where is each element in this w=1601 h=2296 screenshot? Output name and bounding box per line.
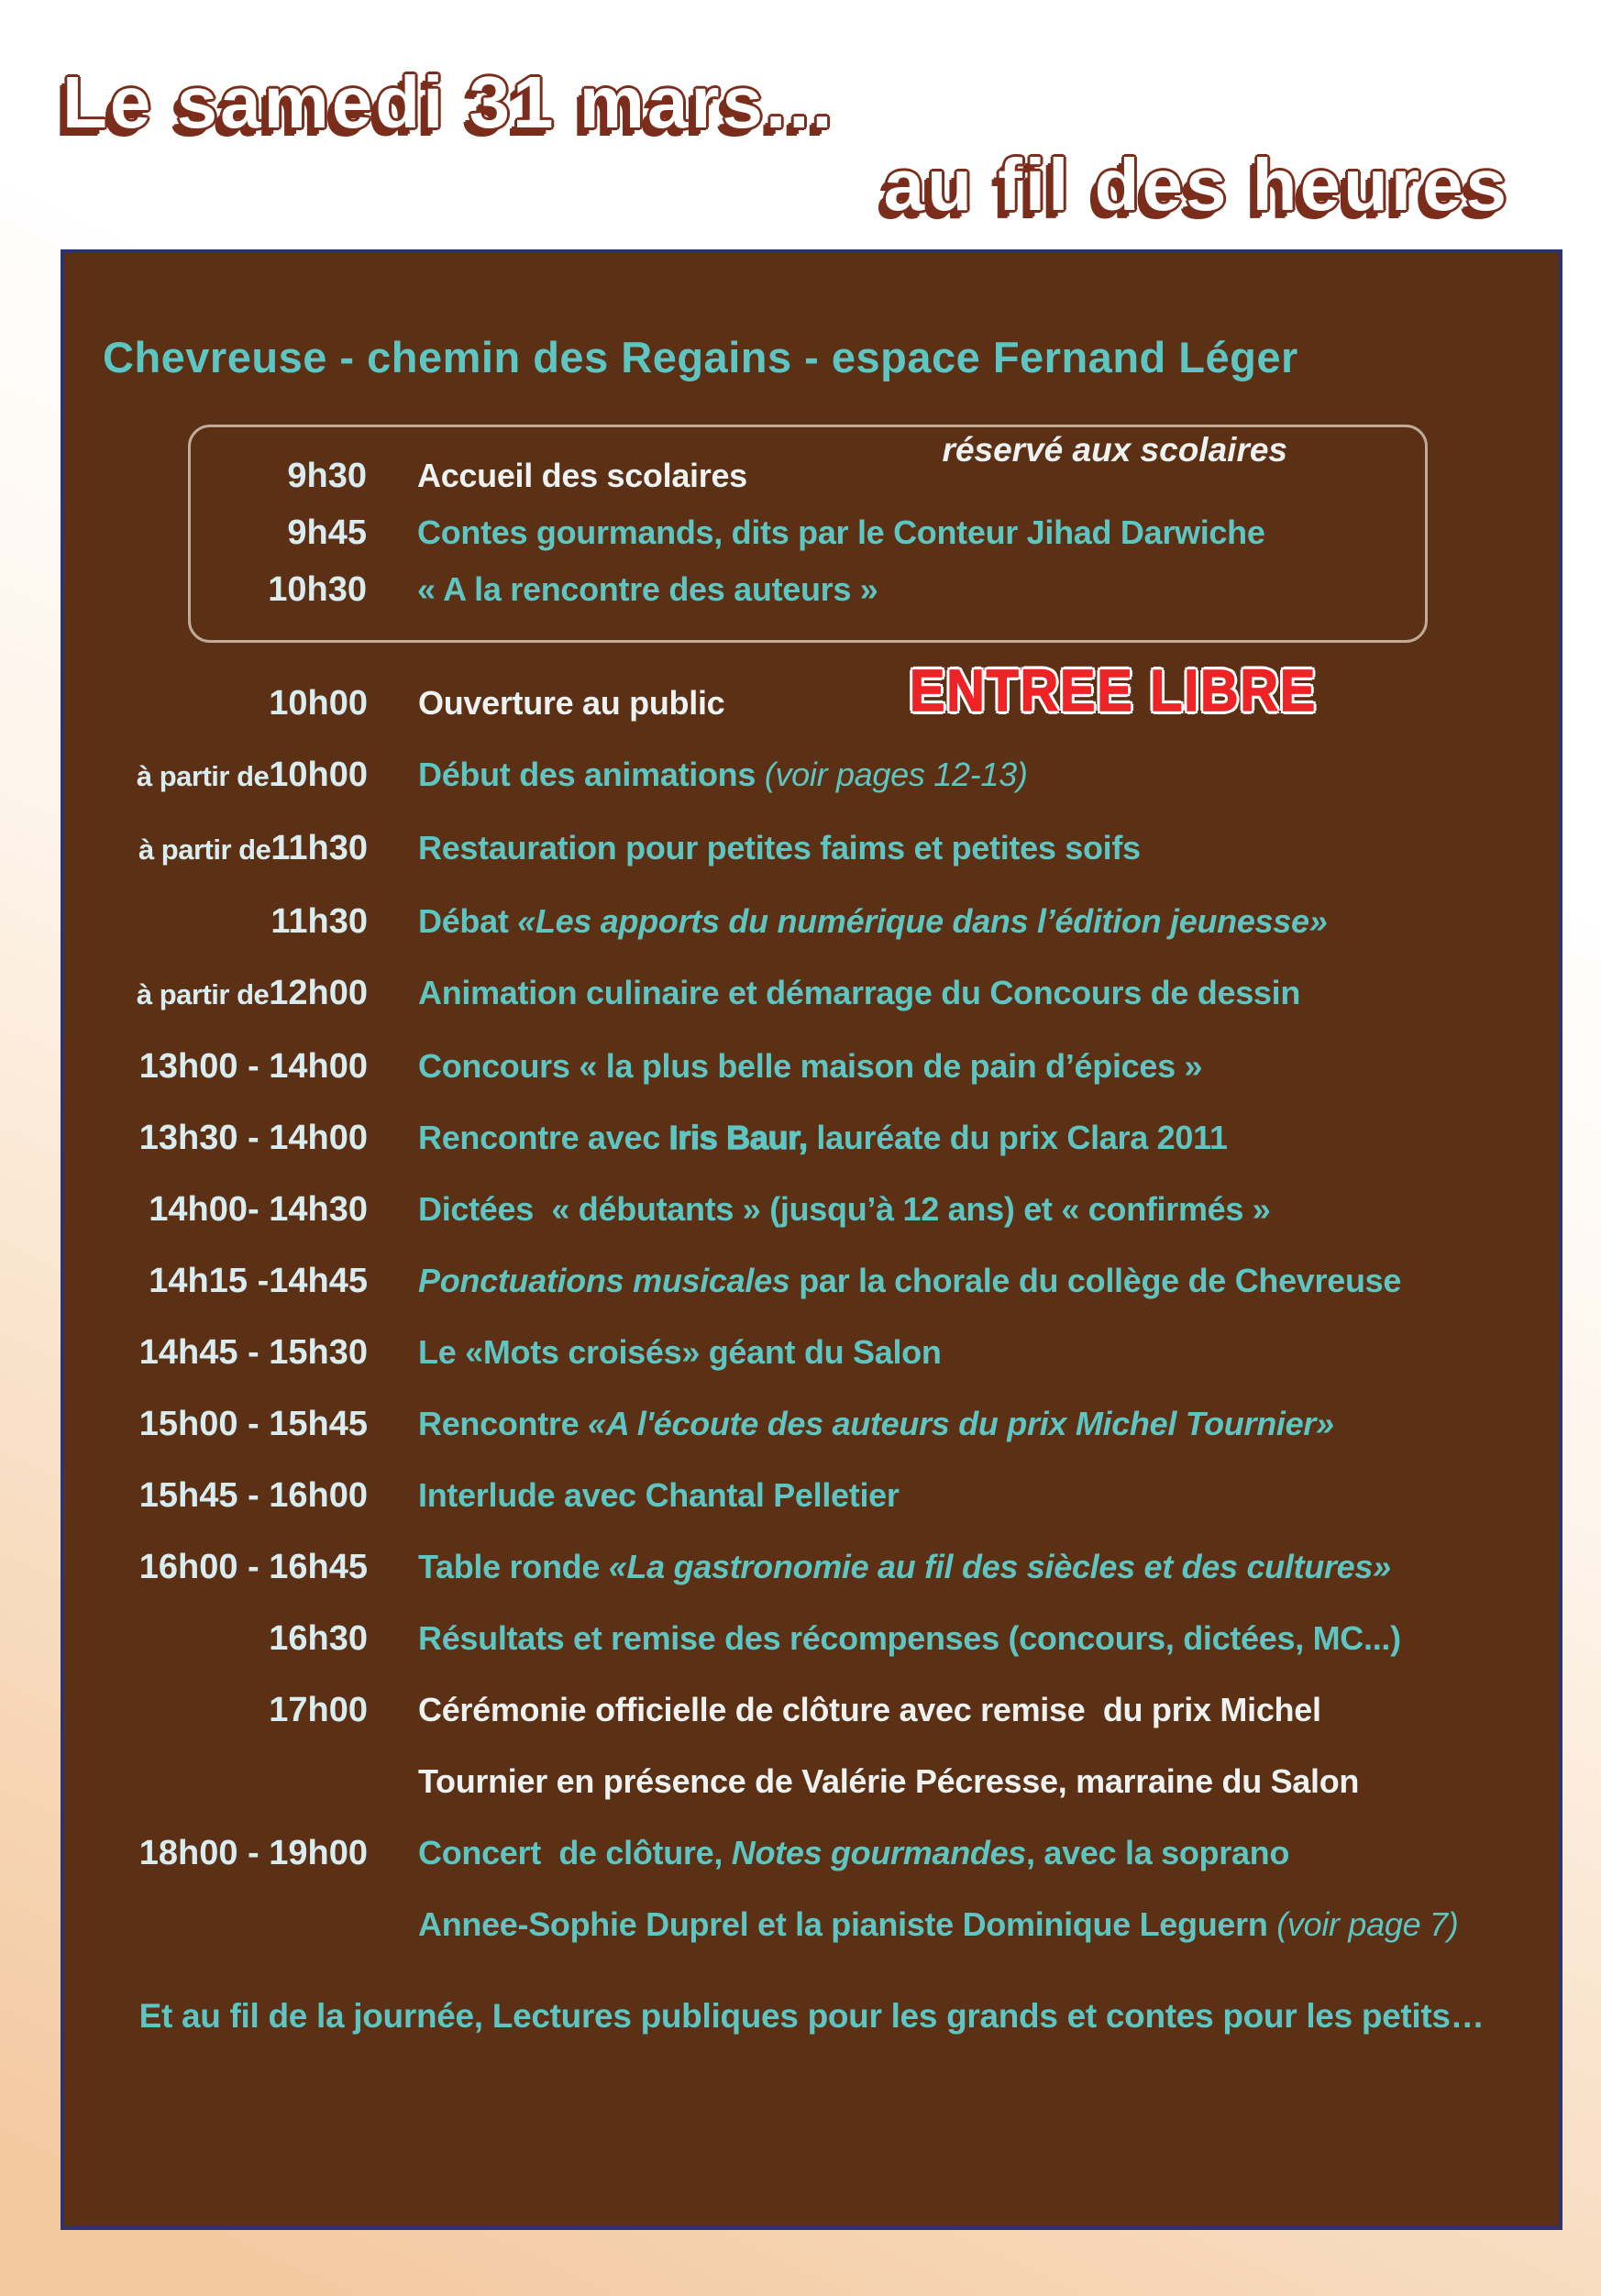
schedule-row xyxy=(64,1817,1555,1960)
description-segment: Interlude avec Chantal Pelletier xyxy=(418,1476,900,1514)
page-title-line2: au fil des heures xyxy=(883,144,1509,226)
description-segment: Restauration pour petites faims et petites soifs xyxy=(418,829,1141,867)
row-description xyxy=(418,1674,1555,1817)
row-time xyxy=(64,668,368,739)
schedule-row xyxy=(64,1102,1555,1174)
time-value: 15h45 - 16h00 xyxy=(138,1476,368,1515)
row-description xyxy=(418,1388,1555,1460)
time-value: 14h45 - 15h30 xyxy=(138,1333,368,1372)
schedule-row xyxy=(64,1174,1555,1245)
description-segment: par la chorale du collège de Chevreuse xyxy=(789,1262,1402,1299)
description-segment: Ouverture au public xyxy=(418,684,725,722)
description-segment: Table ronde xyxy=(418,1548,609,1585)
row-time xyxy=(64,1531,368,1603)
schedule-row xyxy=(64,668,1555,739)
description-segment: Dictées « débutants » (jusqu’à 12 ans) et « confirmés » xyxy=(418,1190,1271,1228)
row-time xyxy=(191,447,367,504)
row-description xyxy=(418,739,1555,811)
schedule-row xyxy=(191,504,1425,561)
row-description xyxy=(418,1603,1555,1674)
row-time xyxy=(64,1817,368,1889)
description-segment: Le «Mots croisés» géant du Salon xyxy=(418,1333,942,1371)
schedule-row xyxy=(191,447,1425,504)
time-prefix: à partir de xyxy=(138,833,271,866)
description-segment: Rencontre avec xyxy=(418,1119,669,1156)
schedule-row xyxy=(64,1460,1555,1531)
row-description xyxy=(417,504,1425,561)
schedule-row xyxy=(64,739,1555,812)
description-segment: « A la rencontre des auteurs » xyxy=(417,570,878,608)
description-segment: Débat xyxy=(418,902,518,940)
time-value: 13h00 - 14h00 xyxy=(138,1047,368,1086)
row-description xyxy=(418,1531,1555,1603)
schedule-row xyxy=(64,1603,1555,1674)
row-description xyxy=(418,957,1555,1029)
row-description xyxy=(417,561,1425,618)
description-segment: Concours « la plus belle maison de pain d’épices » xyxy=(418,1047,1203,1085)
description-segment: (voir pages 12-13) xyxy=(764,756,1028,793)
description-segment: Cérémonie officielle de clôture avec remise du prix Michel xyxy=(418,1691,1321,1728)
row-description xyxy=(418,812,1555,884)
row-time xyxy=(64,812,368,886)
row-time xyxy=(64,957,368,1031)
schedule-row xyxy=(64,1317,1555,1388)
footer-note: Et au fil de la journée, Lectures publiques pour les grands et contes pour les petits… xyxy=(138,1997,1485,2035)
time-value: 16h00 - 16h45 xyxy=(138,1548,368,1586)
description-segment: Rencontre xyxy=(418,1405,589,1442)
description-segment: Début des animations xyxy=(418,756,765,793)
row-time xyxy=(64,1317,368,1388)
row-time xyxy=(64,1388,368,1460)
scolaires-note: réservé aux scolaires xyxy=(942,431,1287,469)
time-value: 13h30 - 14h00 xyxy=(138,1119,368,1157)
time-value: 10h30 xyxy=(268,570,367,609)
description-segment: «A l'écoute des auteurs du prix Michel Tournier» xyxy=(588,1405,1334,1442)
time-value: 9h30 xyxy=(287,457,367,495)
description-segment: , avec la soprano xyxy=(1026,1834,1290,1871)
time-value: 14h00- 14h30 xyxy=(149,1190,368,1229)
row-description xyxy=(418,1460,1555,1531)
time-value: 12h00 xyxy=(269,974,368,1012)
time-value: 15h00 - 15h45 xyxy=(138,1405,368,1443)
row-time xyxy=(64,1674,368,1746)
row-time xyxy=(191,504,367,561)
row-description xyxy=(417,447,1425,504)
time-value: 14h15 -14h45 xyxy=(149,1262,368,1300)
time-value: 17h00 xyxy=(269,1691,368,1729)
description-segment: Concert de clôture, xyxy=(418,1834,732,1871)
time-value: 9h45 xyxy=(287,513,367,552)
description-segment: Annee-Sophie Duprel et la pianiste Dominique Leguern xyxy=(418,1905,1277,1943)
schedule-row xyxy=(64,957,1555,1031)
description-segment: Résultats et remise des récompenses (concours, dictées, MC...) xyxy=(418,1619,1401,1657)
description-segment: Animation culinaire et démarrage du Concours de dessin xyxy=(418,974,1301,1011)
description-segment: (voir page 7) xyxy=(1276,1905,1459,1943)
time-value: 16h30 xyxy=(269,1619,368,1658)
page-title-line1: Le samedi 31 mars... xyxy=(62,61,835,143)
time-value: 10h00 xyxy=(269,684,368,723)
row-description xyxy=(418,1031,1555,1102)
row-description xyxy=(418,1102,1555,1174)
row-time xyxy=(64,739,368,812)
time-value: 18h00 - 19h00 xyxy=(138,1834,368,1872)
row-description xyxy=(418,1817,1555,1960)
time-prefix: à partir de xyxy=(136,978,270,1010)
schedule-row xyxy=(64,886,1555,957)
entree-libre-badge: ENTREE LIBRE xyxy=(910,657,1318,723)
schedule-row xyxy=(191,561,1425,618)
row-description xyxy=(418,1174,1555,1245)
row-time xyxy=(64,1603,368,1674)
time-value: 11h30 xyxy=(271,902,368,941)
description-segment: Notes gourmandes xyxy=(731,1834,1027,1871)
row-description xyxy=(418,668,1555,739)
row-time xyxy=(64,1102,368,1174)
row-time xyxy=(64,1031,368,1102)
scolaires-rows xyxy=(191,447,1425,618)
schedule-row xyxy=(64,1388,1555,1460)
schedule-row xyxy=(64,1031,1555,1102)
schedule-row xyxy=(64,1674,1555,1817)
row-time xyxy=(64,1460,368,1531)
schedule-row xyxy=(64,1531,1555,1603)
description-segment: Iris Baur, xyxy=(668,1119,808,1156)
row-description xyxy=(418,1245,1555,1317)
row-description xyxy=(418,1317,1555,1388)
schedule-row xyxy=(64,812,1555,886)
row-description xyxy=(418,886,1555,957)
description-segment: «Les apports du numérique dans l’édition jeunesse» xyxy=(517,902,1328,940)
schedule-row xyxy=(64,1245,1555,1317)
schedule xyxy=(64,668,1555,1960)
description-segment: Contes gourmands, dits par le Conteur Jihad Darwiche xyxy=(417,513,1265,551)
row-time xyxy=(64,1245,368,1317)
time-value: 11h30 xyxy=(271,829,368,867)
description-segment: Tournier en présence de Valérie Pécresse, marraine du Salon xyxy=(418,1762,1360,1800)
venue-heading: Chevreuse - chemin des Regains - espace Fernand Léger xyxy=(103,333,1298,381)
time-prefix: à partir de xyxy=(136,760,270,792)
row-time xyxy=(64,886,368,957)
row-time xyxy=(191,561,367,618)
program-panel xyxy=(61,249,1562,2230)
description-segment: «La gastronomie au fil des siècles et des cultures» xyxy=(608,1548,1391,1585)
scolaires-box xyxy=(188,425,1428,643)
description-segment: Accueil des scolaires xyxy=(417,457,747,494)
description-segment: Ponctuations musicales xyxy=(418,1262,790,1299)
time-value: 10h00 xyxy=(269,756,368,794)
row-time xyxy=(64,1174,368,1245)
description-segment: lauréate du prix Clara 2011 xyxy=(807,1119,1228,1156)
